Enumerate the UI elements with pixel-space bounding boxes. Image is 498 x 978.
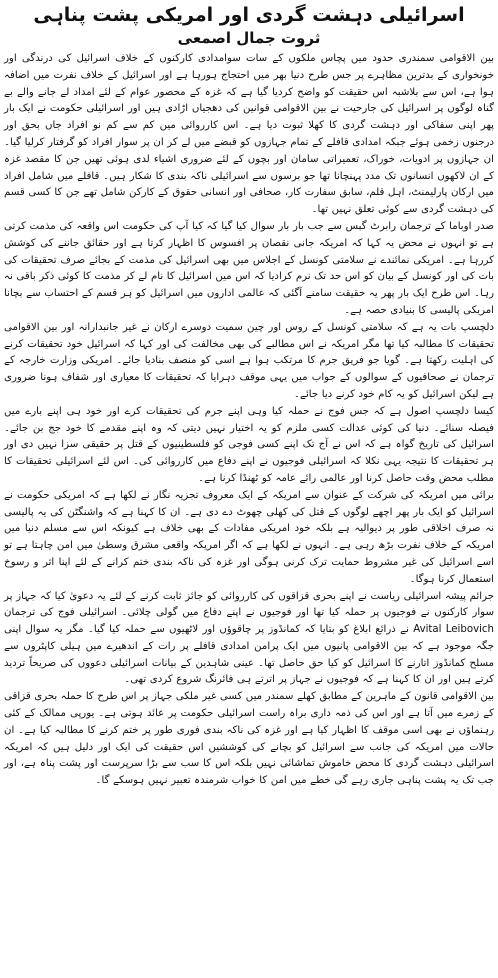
article-title: اسرائیلی دہشت گردی اور امریکی پشت پناہی	[33, 4, 465, 26]
article-paragraph: بین الاقوامی سمندری حدود میں پچاس ملکوں کے سات سوامدادی کارکنوں کے خلاف اسرائیل کی درندگی اور خونخواری کے بدترین مظاہرے پر جس طرح دنیا بھر میں احتجاج ہورہا ہے اور اسرائیل کے خلاف نفرت میں اضافہ ہوا ہے، اس سے بلاشبہ اس حقیقت کو واضح کردیا گیا ہے کہ غزہ کے محصور عوام کے لئے امداد لے جانے والے بے گناہ لوگوں پر اسرائیل کی جارحیت نے بین الاقوامی قوانین کی دھجیاں اڑادی ہیں اور اسرائیلی حکومت نے ایک بار پھر اپنی سفاکی اور دہشت گردی کا کھلا ثبوت دیا ہے۔ اس کارروائی میں کم سے کم نو افراد جاں بحق اور درجنوں زخمی ہوئے جبکہ امدادی قافلے کے تمام جہازوں کو قبضے میں لے کر ان پر سوار افراد کو گرفتار کرلیا گیا۔ ان جہازوں پر ادویات، خوراک، تعمیراتی سامان اور بچوں کے لئے ضروری اشیاء لدی ہوئی تھیں جن کا مقصد غزہ کے ان لاکھوں انسانوں تک مدد پہنچانا تھا جو برسوں سے اسرائیلی ناکہ بندی کا شکار ہیں۔ قافلے میں شامل افراد میں ارکان پارلیمنٹ، اہل قلم، سابق سفارت کار، صحافی اور انسانی حقوق کے کارکن شامل تھے جن کا کسی قسم کی دہشت گردی سے کوئی تعلق نہیں تھا۔	[4, 53, 494, 216]
article-paragraph: برائی میں امریکہ کی شرکت کے عنوان سے امریکہ کے ایک معروف تجزیہ نگار نے لکھا ہے کہ امریکی حکومت نے اسرائیل کو ایک بار پھر اچھے لوگوں کے قتل کی کھلی چھوٹ دے دی ہے۔ ان کا کہنا ہے کہ واشنگٹن کی یہ پالیسی نہ صرف اخلاقی طور پر دیوالیہ ہے بلکہ خود امریکی مفادات کے بھی خلاف ہے کیونکہ اس سے مسلم دنیا میں امریکہ کے خلاف نفرت بڑھ رہی ہے۔ انہوں نے لکھا ہے کہ اگر امریکہ واقعی مشرق وسطیٰ میں امن چاہتا ہے تو اسے اسرائیل کی غیر مشروط حمایت ترک کرنی ہوگی اور غزہ کی ناکہ بندی ختم کرانے کے لئے اپنا اثر و رسوخ استعمال کرنا ہوگا۔	[4, 489, 494, 585]
article-paragraph: جرائم پیشہ اسرائیلی ریاست نے اپنے بحری قزاقوں کی کارروائی کو جائز ثابت کرنے کے لئے یہ دعویٰ کیا کہ جہاز پر سوار کارکنوں نے فوجیوں پر حملہ کیا تھا اور فوجیوں نے اپنے دفاع میں گولی چلائی۔ اسرائیلی فوج کی ترجمان Avital Leibovich نے ذرائع ابلاغ کو بتایا کہ کمانڈوز پر چاقوؤں اور لاٹھیوں سے حملہ کیا گیا۔ مگر یہ سوال اپنی جگہ موجود ہے کہ بین الاقوامی پانیوں میں ایک پرامن امدادی قافلے پر رات کے اندھیرے میں ہیلی کاپٹروں سے مسلح کمانڈوز اتارنے کا اسرائیل کو کیا حق حاصل تھا۔ عینی شاہدین کے بیانات اسرائیلی دعووں کی صریحاً تردید کرتے ہیں اور ان کا کہنا ہے کہ فوجیوں نے جہاز پر اترتے ہی فائرنگ شروع کردی تھی۔	[4, 590, 494, 686]
article-paragraph: کیسا دلچسپ اصول ہے کہ جس فوج نے حملہ کیا وہی اپنے جرم کی تحقیقات کرے اور خود ہی اپنے بارے میں فیصلہ سنائے۔ دنیا کی کوئی عدالت کسی ملزم کو یہ اختیار نہیں دیتی کہ وہ اپنے مقدمے کا خود جج بن جائے۔ اسرائیل کی تاریخ گواہ ہے کہ اس نے آج تک اپنے کسی فوجی کو فلسطینیوں کے قتل پر حقیقی سزا نہیں دی اور ہر تحقیقات کا نتیجہ یہی نکلا کہ اسرائیلی فوجیوں نے اپنے دفاع میں کارروائی کی۔ اس لئے اسرائیلی تحقیقات کا مطلب محض وقت حاصل کرنا اور عالمی رائے عامہ کو ٹھنڈا کرنا ہے۔	[4, 405, 494, 484]
article-body	[4, 51, 494, 790]
article-author: ثروت جمال اصمعی	[177, 29, 321, 47]
article-paragraph: بین الاقوامی قانون کے ماہرین کے مطابق کھلے سمندر میں کسی غیر ملکی جہاز پر اس طرح کا حملہ بحری قزاقی کے زمرے میں آتا ہے اور اس کی ذمہ داری براہ راست اسرائیلی حکومت پر عائد ہوتی ہے۔ یورپی ممالک کے کئی رہنماؤں نے بھی اسی موقف کا اظہار کیا ہے اور غزہ کی ناکہ بندی فوری طور پر ختم کرنے کا مطالبہ کیا ہے۔ ان حالات میں امریکہ کی جانب سے اسرائیل کو بچانے کی کوششیں اس حقیقت کی ایک اور دلیل ہیں کہ امریکہ اسرائیلی دہشت گردی کا محض خاموش تماشائی نہیں بلکہ اس کا سب سے بڑا سرپرست اور پشت پناہ ہے، اور جب تک یہ پشت پناہی جاری رہے گی خطے میں امن کا خواب شرمندہ تعبیر نہیں ہوسکے گا۔	[4, 691, 494, 787]
article-paragraph: صدر اوباما کے ترجمان رابرٹ گبس سے جب بار بار سوال کیا گیا کہ کیا آپ کی حکومت اس واقعہ کی مذمت کرتی ہے تو انہوں نے محض یہ کہا کہ امریکہ جانی نقصان پر افسوس کا اظہار کرتا ہے اور حقائق جاننے کی کوشش کررہا ہے۔ امریکی نمائندے نے سلامتی کونسل کے اجلاس میں بھی اسرائیل کی مذمت کے بجائے صرف تحقیقات کی بات کی اور کونسل کے بیان کو اس حد تک نرم کرادیا کہ اس میں اسرائیل کا نام لے کر مذمت کا کوئی ذکر باقی نہ رہا۔ اس طرح ایک بار پھر یہ حقیقت سامنے آگئی کہ عالمی اداروں میں اسرائیل کو ہر قسم کے احتساب سے بچانا امریکی پالیسی کا بنیادی حصہ ہے۔	[4, 220, 494, 316]
article-paragraph: دلچسپ بات یہ ہے کہ سلامتی کونسل کے روس اور چین سمیت دوسرے ارکان نے غیر جانبدارانہ اور بین الاقوامی تحقیقات کا مطالبہ کیا تھا مگر امریکہ نے اس مطالبے کی بھی مخالفت کی اور کہا کہ اسرائیل خود تحقیقات کرنے کی اہلیت رکھتا ہے۔ گویا جو فریق جرم کا مرتکب ہوا ہے اسی کو منصف بنادیا جائے۔ امریکی وزارت خارجہ کے ترجمان نے صحافیوں کے سوالوں کے جواب میں یہی موقف دہرایا کہ تحقیقات کا معیاری اور شفاف ہونا ضروری ہے لیکن اسرائیل کو یہ کام خود کرنے دیا جائے۔	[4, 321, 494, 400]
